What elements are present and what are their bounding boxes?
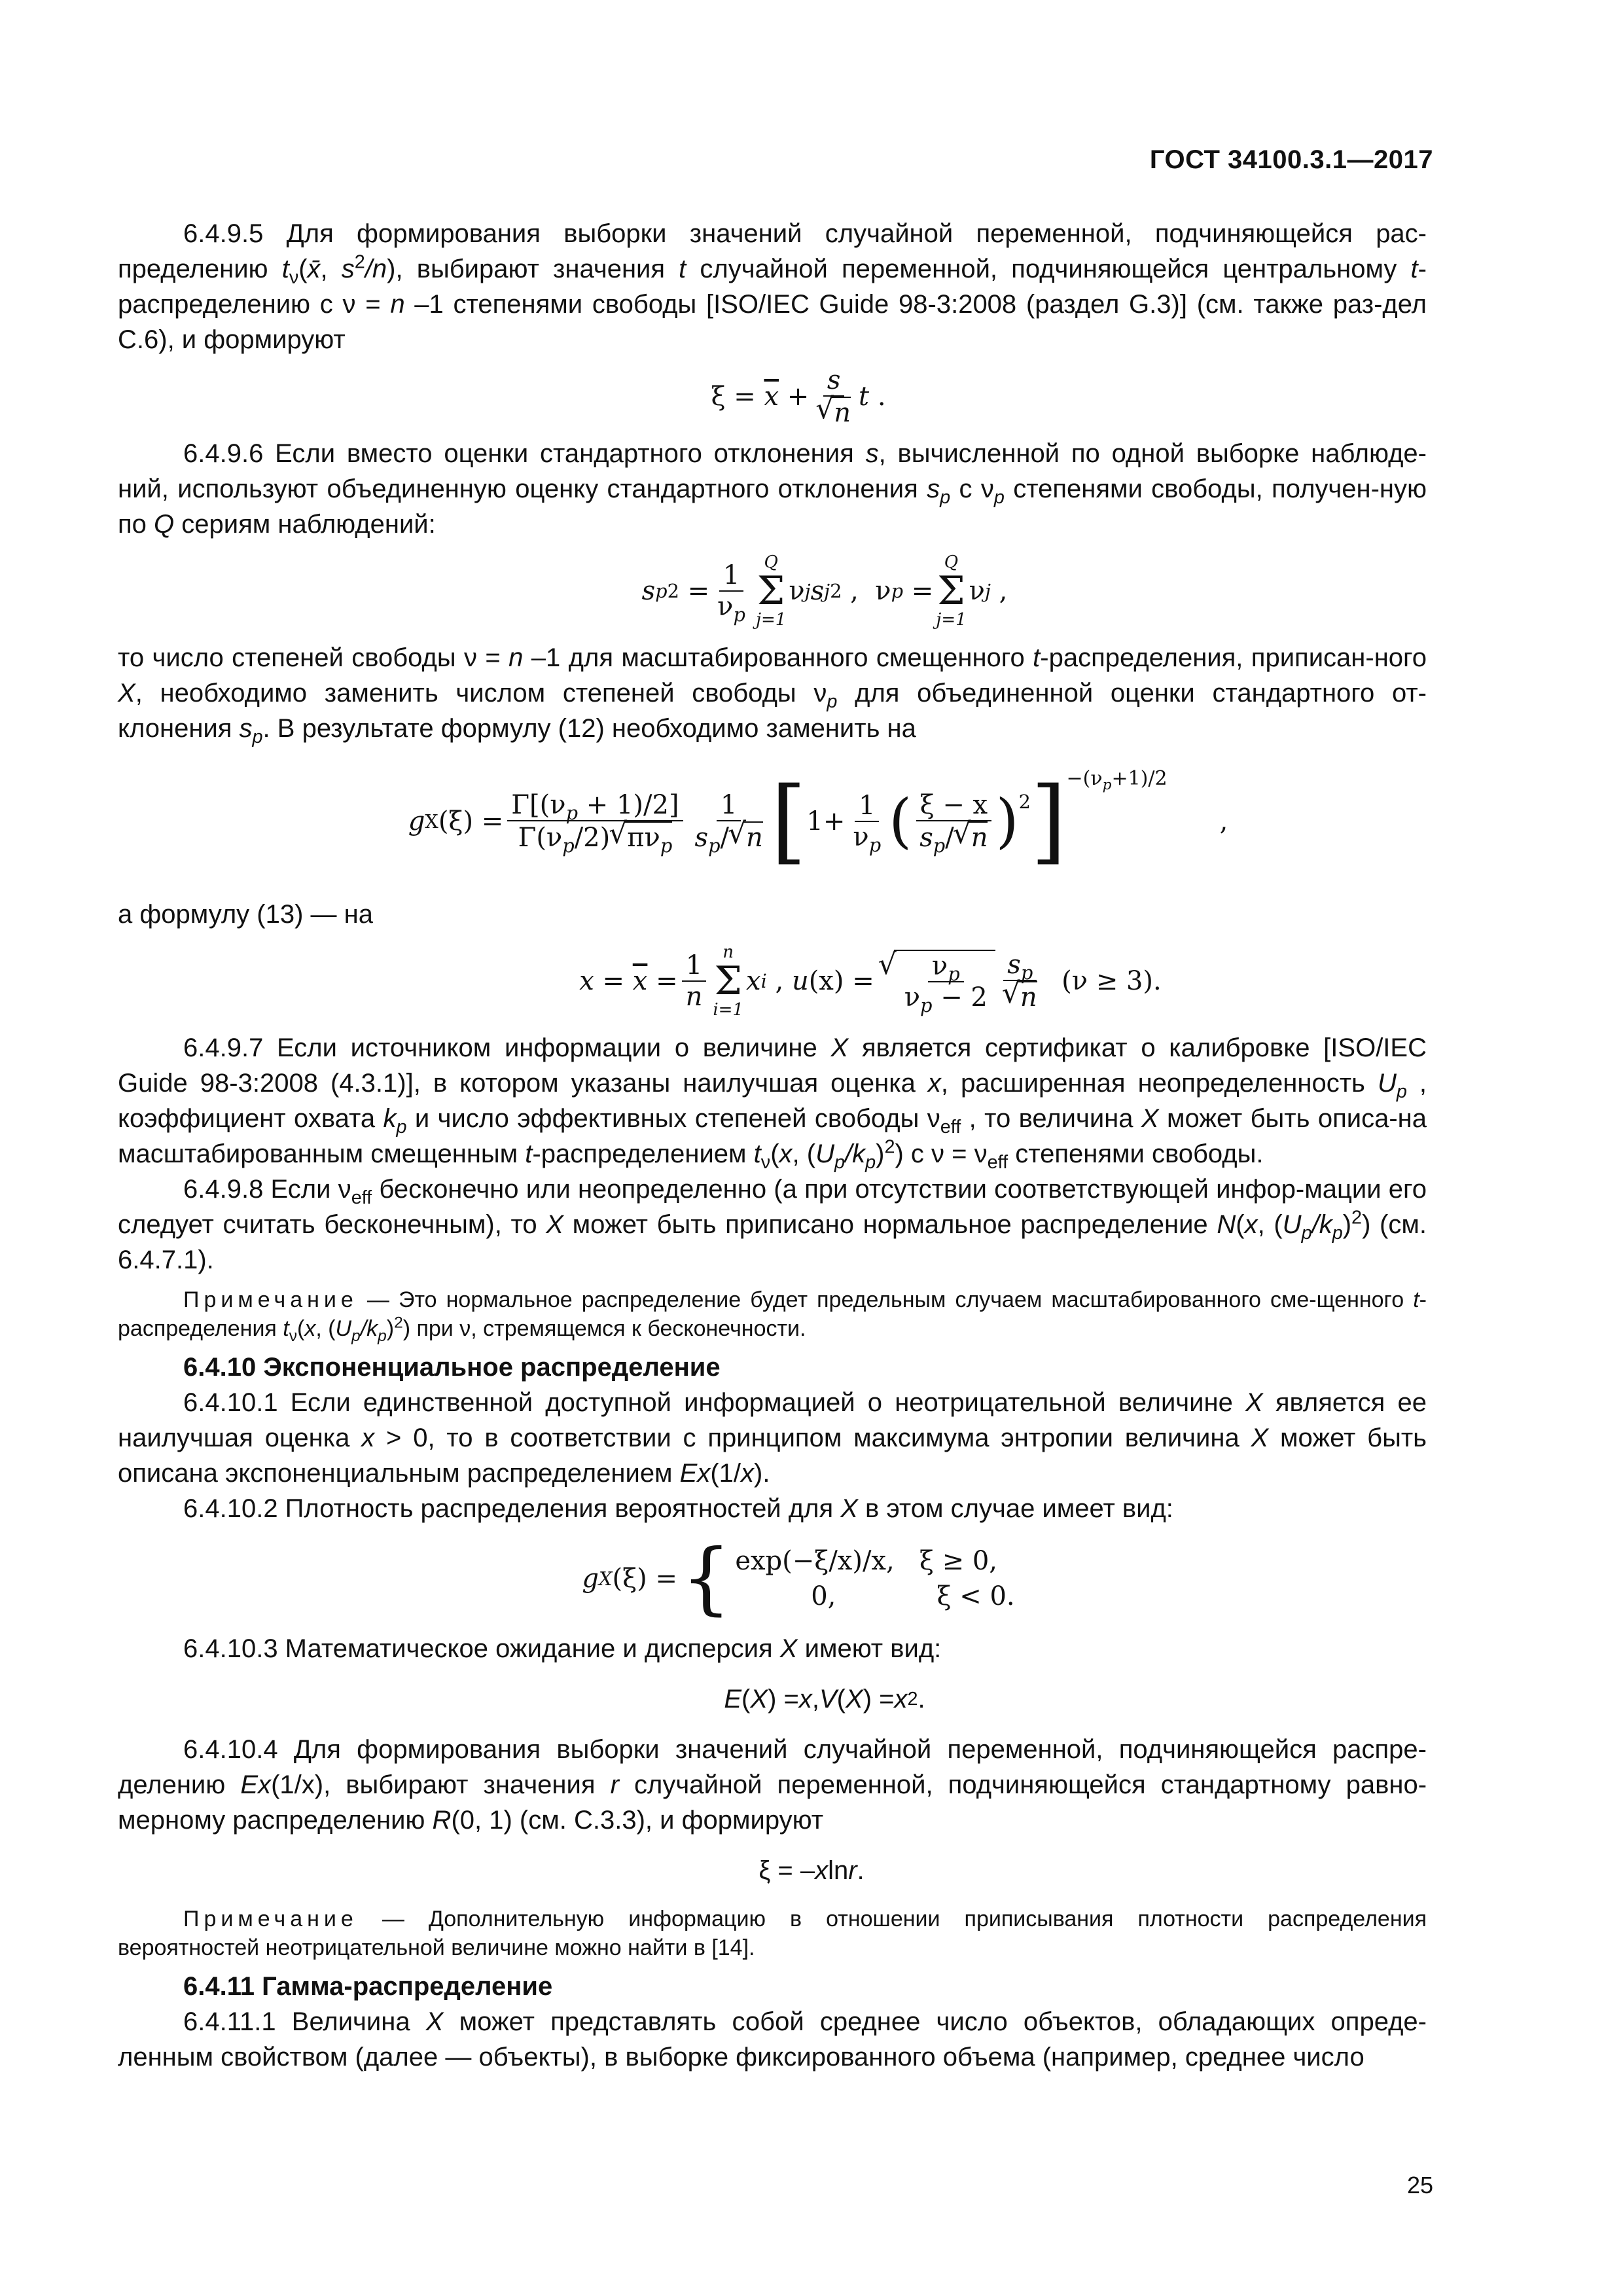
paragraph-6-4-10-3: 6.4.10.3 Математическое ожидание и дисперсия X имеют вид: xyxy=(183,1634,942,1663)
paragraph-6-4-11-1: 6.4.11.1 Величина X может представлять собой среднее число объектов, обладающих опреде-ленным свойством (далее — объекты), в выборке фиксированного объема (например, среднее число xyxy=(118,2007,1427,2072)
paragraph-6-4-10-4: 6.4.10.4 Для формирования выборки значений случайной переменной, подчиняющейся распре-делению Ex(1/x), выбирают значения r случайной переменной, подчиняющейся стандартному равно-мерному распределению R(0, 1) (см. С.3.3), и формируют xyxy=(118,1735,1427,1835)
paragraph-6-4-9-6: 6.4.9.6 Если вместо оценки стандартного отклонения s, вычисленной по одной выборке наблюде-ний, используют объединенную оценку стандартного отклонения $s_p$ с $\nu_p$ степенями свободы, получен-ную по Q сериям наблюдений: xyxy=(118,439,1427,539)
paragraph-formula-13: а формулу (13) — на xyxy=(118,900,373,929)
formula-exp-density: g X (ξ) = { exp(−ξ/x)/x, ξ ≥ 0, 0, ξ < 0. xyxy=(582,1533,1015,1624)
section-heading-6-4-10: 6.4.10 Экспоненциальное распределение xyxy=(183,1353,721,1382)
paragraph-6-4-9-8: 6.4.9.8 Если $\nu_{eff}$ бесконечно или неопределенно (а при отсутствии соответствующей инфор-мации его следует считать бесконечным), то X может быть приписано нормальное распределение N(x, $(U_p/k_p)^2$) (см. 6.4.7.1). xyxy=(118,1175,1427,1274)
formula-density-gx: g X (ξ) = $\frac{\Gamma[(\nu_p + 1)/2]}{\Gamma(\nu_p/2) √ \pi\nu_p}$ $\frac{1}{s_p/ √ n}$ [ 1+ $\frac{1}{\nu_p}$ ( $\frac{\xi - x}{s_p/ √ n}$ ) $^2$ ] $^{-(\nu_p+1)/2}$ , xyxy=(209,753,1427,890)
document-id: ГОСТ 34100.3.1—2017 xyxy=(1149,145,1433,174)
paragraph-6-4-9-5: 6.4.9.5 Для формирования выборки значений случайной переменной, подчиняющейся рас-пределению $t_\nu(x̄$, $s^2/n$), выбирают значения t случайной переменной, подчиняющейся центральному t-распределению с ν = n –1 степенями свободы [ISO/IEC Guide 98-3:2008 (раздел G.3)] (см. также раз-дел С.6), и формируют xyxy=(118,219,1427,354)
section-heading-6-4-11: 6.4.11 Гамма-распределение xyxy=(183,1972,553,2001)
page-number: 25 xyxy=(1406,2172,1433,2198)
paragraph-6-4-9-6-cont: то число степеней свободы ν = n –1 для масштабированного смещенного t-распределения, приписан-ного X, необходимо заменить числом степеней свободы $\nu_p$ для объединенной оценки стандартного от-клонения $s_p$. В результате формулу (12) необходимо заменить на xyxy=(118,643,1427,747)
formula-xi-sample: ξ = $\overline{x}$ + s √ n t . xyxy=(170,364,1427,429)
note-normal-limit: Примечание — Это нормальное распределение будет предельным случаем масштабированного сме-щенного t-распределения $t_\nu(x$, $(U_p/k_p)^2$) при ν, стремящемся к бесконечности. xyxy=(118,1287,1427,1345)
note-nonnegative: Примечание — Дополнительную информацию в отношении приписывания плотности распределения вероятностей неотрицательной величине можно найти в [14]. xyxy=(118,1907,1427,1960)
formula-pooled-sd: s p 2 = $\frac{1}{\nu_p}$ Q Σ j=1 ν j s j 2 , ν p = Q Σ j=1 ν j , xyxy=(641,552,1008,630)
formula-mean-variance: E ( X ) = x , V ( X ) = x 2 . xyxy=(724,1685,925,1713)
paragraph-6-4-10-2: 6.4.10.2 Плотность распределения вероятностей для X в этом случае имеет вид: xyxy=(183,1494,1173,1523)
formula-mean-uncertainty: x = $\overline{x}$ = $\frac{1}{n}$ n Σ i=1 x i , u (x) = √ $\frac{\nu_p}{\nu_p - 2}$ $s_p$ √ n (ν ≥ 3). xyxy=(314,939,1427,1024)
main-text xyxy=(118,216,1427,2075)
paragraph-6-4-10-1: 6.4.10.1 Если единственной доступной информацией о неотрицательной величине X является ее наилучшая оценка x > 0, то в соответствии с принципом максимума энтропии величина X может быть описана экспоненциальным распределением Ex(1/x). xyxy=(118,1388,1427,1488)
formula-xi-exp: ξ = – x ln r . xyxy=(758,1856,865,1885)
paragraph-6-4-9-7: 6.4.9.7 Если источником информации о величине X является сертификат о калибровке [ISO/IEC Guide 98-3:2008 (4.3.1)], в котором указаны наилучшая оценка x, расширенная неопределенность $U_p$ , коэффициент охвата $k_p$ и число эффективных степеней свободы $\nu_{eff}$ , то величина X может быть описа-на масштабированным смещенным t-распределением $t_\nu(x$, $(U_p/k_p)^2$) с $\nu = \nu_{eff}$ степенями свободы. xyxy=(118,1033,1427,1173)
